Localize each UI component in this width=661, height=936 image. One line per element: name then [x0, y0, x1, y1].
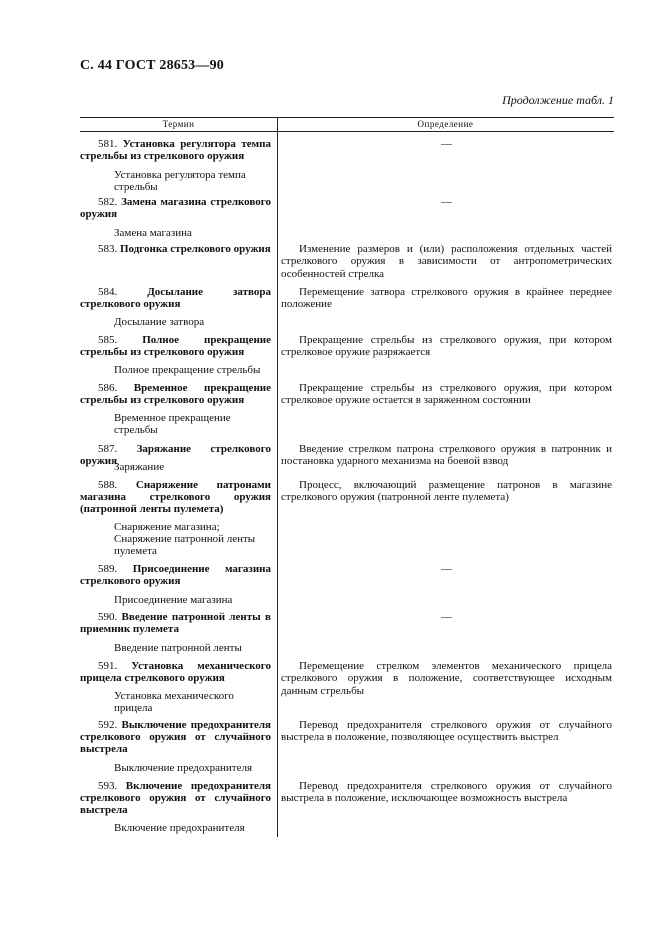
column-header-term: Термин — [162, 119, 195, 129]
definition-text: Введение стрелком патрона стрелкового оружия в патронник и постановка ударного механизма на боевой взвод — [281, 443, 612, 468]
term-number: 593. — [98, 780, 118, 792]
definition-text: Изменение размеров и (или) расположения отдельных частей стрелкового оружия в зависимости от антропометрических особенностей стрелка — [281, 243, 612, 280]
term-synonym: Снаряжение патронной ленты пулемета — [114, 533, 256, 557]
definition-text: Прекращение стрельбы из стрелкового оружия, при котором стрелковое оружие разряжается — [281, 334, 612, 359]
table-continuation-label: Продолжение табл. 1 — [502, 93, 614, 107]
definition-text: Перемещение стрелком элементов механического прицела стрелкового оружия в положение, соответствующее исходным данным стрельбы — [281, 660, 612, 697]
term-synonym: Заряжание — [114, 461, 165, 473]
term-title: Подгонка стрелкового оружия — [120, 243, 271, 255]
term-entry — [80, 780, 271, 816]
definition-text: Перемещение затвора стрелкового оружия в крайнее переднее положение — [281, 286, 612, 311]
term-title: Заряжание стрелкового оружия — [80, 443, 271, 467]
term-synonym: Включение предохранителя — [114, 822, 245, 834]
term-entry — [80, 479, 271, 515]
term-entry — [80, 719, 271, 755]
term-title: Снаряжение патронами магазина стрелкового оружия (патронной ленты пулемета) — [80, 479, 271, 515]
definition-dash: — — [441, 138, 452, 150]
term-number: 581. — [98, 138, 118, 150]
term-entry — [80, 138, 271, 162]
term-synonym: Присоединение магазина — [114, 594, 233, 606]
term-title: Введение патронной ленты в приемник пулемета — [80, 611, 271, 635]
term-title: Установка механического прицела стрелкового оружия — [80, 660, 271, 684]
term-title: Включение предохранителя стрелкового оружия от случайного выстрела — [80, 780, 271, 816]
definition-text: Перевод предохранителя стрелкового оружия от случайного выстрела в положение, исключающее возможность выстрела — [281, 780, 612, 805]
term-entry — [80, 382, 271, 406]
term-synonym: Установка регулятора темпа стрельбы — [114, 169, 246, 193]
term-number: 587. — [98, 443, 118, 455]
term-title: Полное прекращение стрельбы из стрелкового оружия — [80, 334, 272, 358]
term-number: 582. — [98, 196, 118, 208]
term-title: Временное прекращение стрельбы из стрелкового оружия — [80, 382, 272, 406]
term-number: 585. — [98, 334, 118, 346]
term-synonym: Полное прекращение стрельбы — [114, 364, 261, 376]
term-synonym: Временное прекращение стрельбы — [114, 412, 231, 436]
term-entry — [80, 334, 271, 358]
definition-dash: — — [441, 611, 452, 623]
term-number: 583. — [98, 243, 118, 255]
term-entry — [80, 660, 271, 684]
term-title: Досылание затвора стрелкового оружия — [80, 286, 272, 310]
term-synonym: Досылание затвора — [114, 316, 205, 328]
term-synonym: Введение патронной ленты — [114, 642, 242, 654]
term-number: 591. — [98, 660, 118, 672]
definition-dash: — — [441, 563, 452, 575]
term-number: 588. — [98, 479, 118, 491]
term-entry — [80, 611, 271, 635]
term-title: Замена магазина стрелкового оружия — [80, 196, 271, 220]
term-title: Установка регулятора темпа стрельбы из стрелкового оружия — [80, 138, 271, 162]
term-entry — [80, 243, 271, 255]
definition-text: Перевод предохранителя стрелкового оружия от случайного выстрела в положение, позволяющее осуществить выстрел — [281, 719, 612, 744]
term-synonym: Выключение предохранителя — [114, 762, 253, 774]
definition-text: Процесс, включающий размещение патронов в магазине стрелкового оружия (патронной ленте пулемета) — [281, 479, 612, 504]
term-title: Выключение предохранителя стрелкового оружия от случайного выстрела — [80, 719, 271, 755]
term-entry — [80, 286, 271, 310]
definition-dash: — — [441, 196, 452, 208]
term-number: 589. — [98, 563, 118, 575]
page-header: С. 44 ГОСТ 28653—90 — [80, 58, 224, 73]
term-entry — [80, 563, 271, 587]
term-synonym: Установка механического прицела — [114, 690, 234, 714]
column-header-definition: Определение — [417, 119, 474, 129]
term-synonym: Замена магазина — [114, 227, 192, 239]
definition-text: Прекращение стрельбы из стрелкового оружия, при котором стрелковое оружие остается в заряженном состоянии — [281, 382, 612, 407]
term-synonym: Снаряжение магазина; — [114, 521, 220, 533]
term-number: 590. — [98, 611, 118, 623]
term-number: 586. — [98, 382, 118, 394]
term-number: 584. — [98, 286, 118, 298]
term-entry — [80, 196, 271, 220]
term-number: 592. — [98, 719, 118, 731]
term-title: Присоединение магазина стрелкового оружия — [80, 563, 272, 587]
